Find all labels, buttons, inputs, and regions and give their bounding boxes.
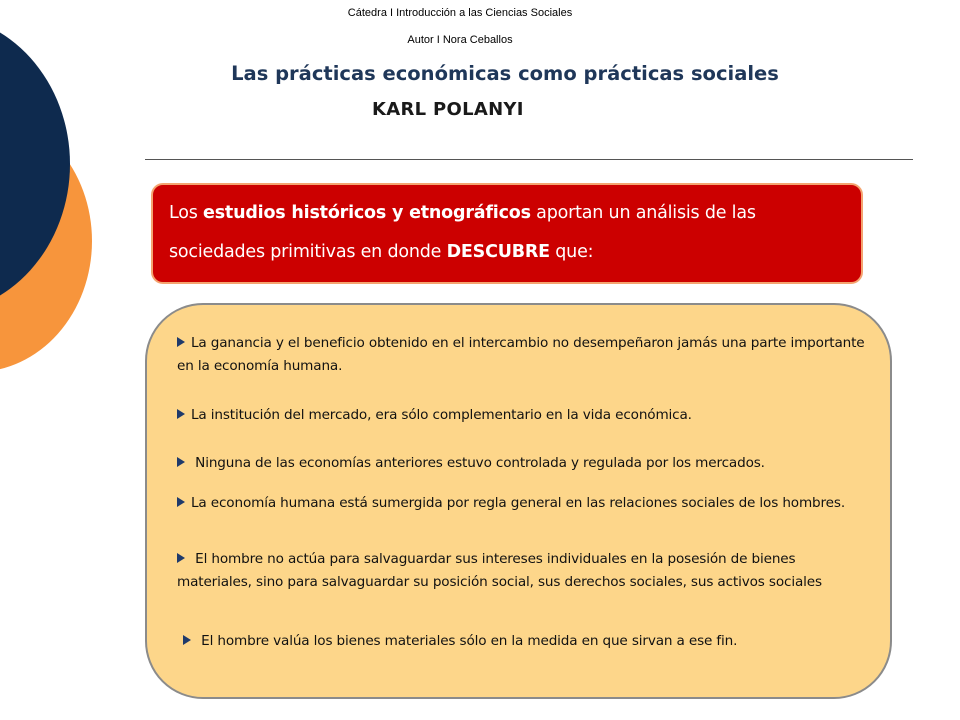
right-triangle-icon — [177, 497, 185, 507]
bullet-item — [177, 492, 867, 515]
intro-box — [151, 183, 863, 284]
bullet-text: El hombre no actúa para salvaguardar sus intereses individuales en la posesión de bienes materiales, sino para salvaguardar su posición social, sus derechos sociales, sus activos sociales — [177, 551, 822, 590]
bullet-item — [177, 548, 867, 594]
bullet-item — [177, 404, 867, 427]
bullet-text: La economía humana está sumergida por regla general en las relaciones sociales de los hombres. — [191, 495, 845, 511]
intro-text-part3: que: — [549, 242, 594, 262]
bullet-text: El hombre valúa los bienes materiales sólo en la medida en que sirvan a ese fin. — [197, 633, 738, 649]
intro-text-part2: aportan un análisis de las sociedades primitivas en donde — [169, 203, 756, 262]
slide-subtitle: KARL POLANYI — [372, 99, 524, 120]
intro-text-bold2: DESCUBRE — [446, 242, 550, 262]
right-triangle-icon — [177, 337, 185, 347]
header-autor: Autor I Nora Ceballos — [407, 34, 513, 46]
bullet-item — [183, 630, 873, 653]
bullet-item — [177, 452, 867, 475]
right-triangle-icon — [177, 553, 185, 563]
header-catedra: Cátedra I Introducción a las Ciencias Sociales — [347, 7, 573, 19]
right-triangle-icon — [177, 409, 185, 419]
bullet-item — [177, 332, 867, 378]
bullet-text: Ninguna de las economías anteriores estuvo controlada y regulada por los mercados. — [191, 455, 765, 471]
intro-text-part1: Los — [169, 203, 204, 223]
right-triangle-icon — [177, 457, 185, 467]
slide-title: Las prácticas económicas como prácticas sociales — [231, 62, 779, 85]
right-triangle-icon — [183, 635, 191, 645]
title-divider — [145, 159, 913, 160]
intro-text — [169, 194, 849, 272]
intro-text-bold1: estudios históricos y etnográficos — [203, 203, 531, 223]
bullet-text: La institución del mercado, era sólo complementario en la vida económica. — [191, 407, 692, 423]
bullet-text: La ganancia y el beneficio obtenido en el intercambio no desempeñaron jamás una parte importante en la economía humana. — [177, 335, 865, 374]
